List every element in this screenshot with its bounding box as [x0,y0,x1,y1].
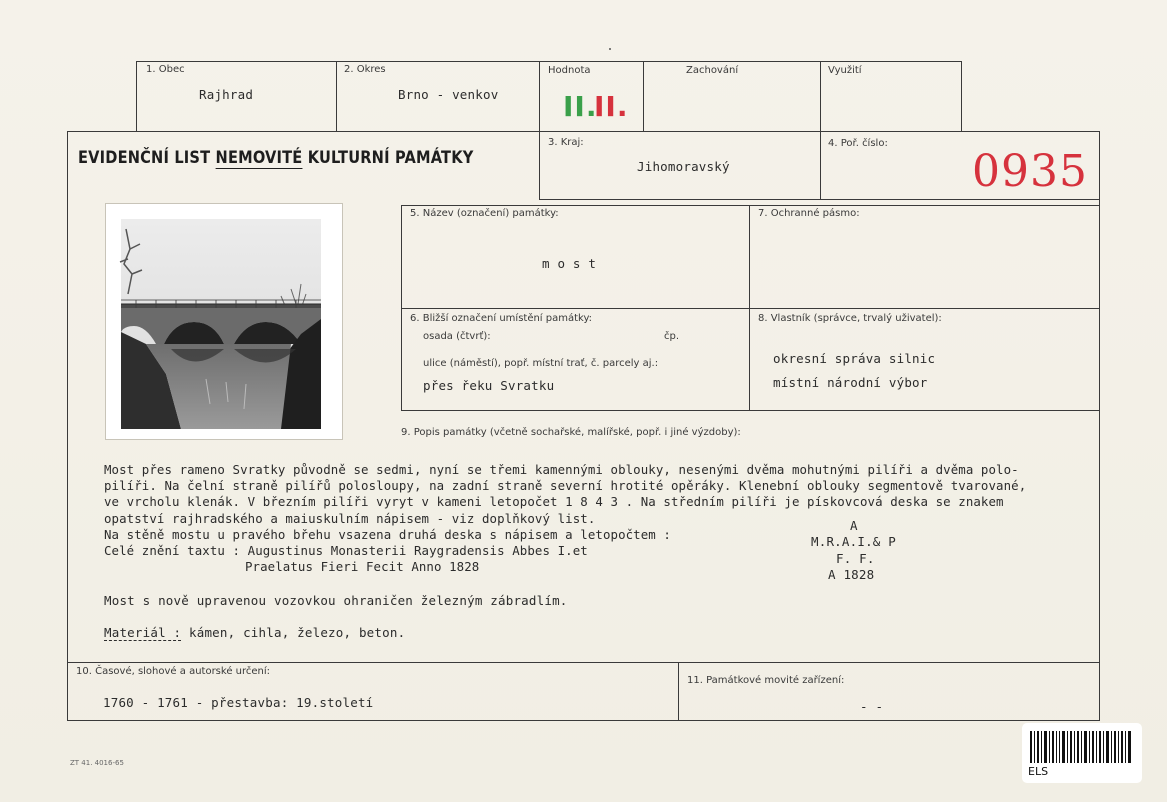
popis-line: Most přes rameno Svratky původně se sedmi, nyní se třemi kamennými oblouky, nesenými dvěma mohutnými pilíři a dvěma polo- [104,462,1019,477]
form-title-part2: KULTURNÍ PAMÁTKY [302,148,474,168]
form-title-part1: EVIDENČNÍ LIST [78,148,216,168]
hodnota-label: Hodnota [548,65,591,76]
kraj-value: Jihomoravský [637,159,730,174]
material-line [104,625,405,640]
barcode-text: ELS [1028,765,1049,778]
inscription-line: M.R.A.I.& P [811,534,896,549]
popis-label: 9. Popis památky (včetně sochařské, malířské, popř. i jiné výzdoby): [401,427,741,438]
nazev-value: m o s t [542,256,597,271]
inscription-line: F. F. [836,551,875,566]
hodnota-value-red: II. [594,90,629,123]
form-title [78,148,473,168]
rule [67,131,1100,132]
rule [401,410,1099,411]
inscription-line: A [850,518,858,533]
obec-value: Rajhrad [199,87,254,102]
form-title-underlined: NEMOVITÉ [215,148,303,168]
obec-label: 1. Obec [146,64,185,75]
vlastnik-line1: okresní správa silnic [773,351,936,366]
rule [67,720,1100,721]
rule [336,61,337,131]
casove-label: 10. Časové, slohové a autorské určení: [76,666,271,677]
material-value: kámen, cihla, železo, beton. [181,625,406,640]
ochranne-pasmo-label: 7. Ochranné pásmo: [758,208,860,219]
popis-line: Celé znění taxtu : Augustinus Monasterii Raygradensis Abbes I.et [104,543,588,558]
umisteni-value: přes řeku Svratku [423,378,555,393]
rule [67,662,1100,663]
ulice-label: ulice (náměstí), popř. místní trať, č. parcely aj.: [423,358,659,369]
rule [1099,131,1100,721]
rule [961,61,962,131]
movite-value: - - [860,699,884,714]
popis-line: Praelatus Fieri Fecit Anno 1828 [245,559,480,574]
inscription-line: A 1828 [828,567,875,582]
rule [539,199,1100,200]
popis-line: pilíři. Na čelní straně pilířů polosloupy, na zadní straně severní hrotité opěráky. Klenební oblouky segmentově tvarované, [104,478,1027,493]
rule [678,662,679,721]
nazev-label: 5. Název (označení) památky: [410,208,559,219]
popis-line: Na stěně mostu u pravého břehu vsazena druhá deska s nápisem a letopočtem : [104,527,671,542]
vyuziti-label: Využití [828,65,862,76]
okres-value: Brno - venkov [398,87,499,102]
movite-label: 11. Památkové movité zařízení: [687,675,845,686]
vlastnik-label: 8. Vlastník (správce, trvalý uživatel): [758,313,942,324]
popis-line: ve vrcholu klenák. V březním pilíři vyryt v kameni letopočet 1 8 4 3 . Na středním pilíři je pískovcová deska se znakem [104,494,1004,509]
popis-note: Most s nově upravenou vozovkou ohraničen železným zábradlím. [104,593,568,608]
rule [136,61,962,62]
por-cislo-label: 4. Poř. číslo: [828,138,888,149]
casove-value: 1760 - 1761 - přestavba: 19.století [103,695,374,710]
rule [136,61,137,131]
popis-line: opatství rajhradského a maiuskulním nápisem - viz doplňkový list. [104,511,596,526]
okres-label: 2. Okres [344,64,386,75]
rule [643,61,644,131]
rule [401,205,1099,206]
print-code: ZT 41. 4016-65 [70,759,124,767]
barcode-sticker [1022,723,1142,783]
material-label: Materiál : [104,625,182,640]
osada-label: osada (čtvrť): [423,331,491,342]
bridge-photo-image [106,204,344,441]
umisteni-label: 6. Bližší označení umístění památky: [410,313,593,324]
kraj-label: 3. Kraj: [548,137,584,148]
por-cislo-value: 0935 [972,146,1088,197]
monument-photo [105,203,343,440]
rule [401,308,1099,309]
cp-label: čp. [664,331,680,342]
paper-mark [609,48,611,50]
hodnota-value-green: II. [563,90,598,123]
rule [67,131,68,721]
zachovani-label: Zachování [686,65,739,76]
vlastnik-line2: místní národní výbor [773,375,928,390]
